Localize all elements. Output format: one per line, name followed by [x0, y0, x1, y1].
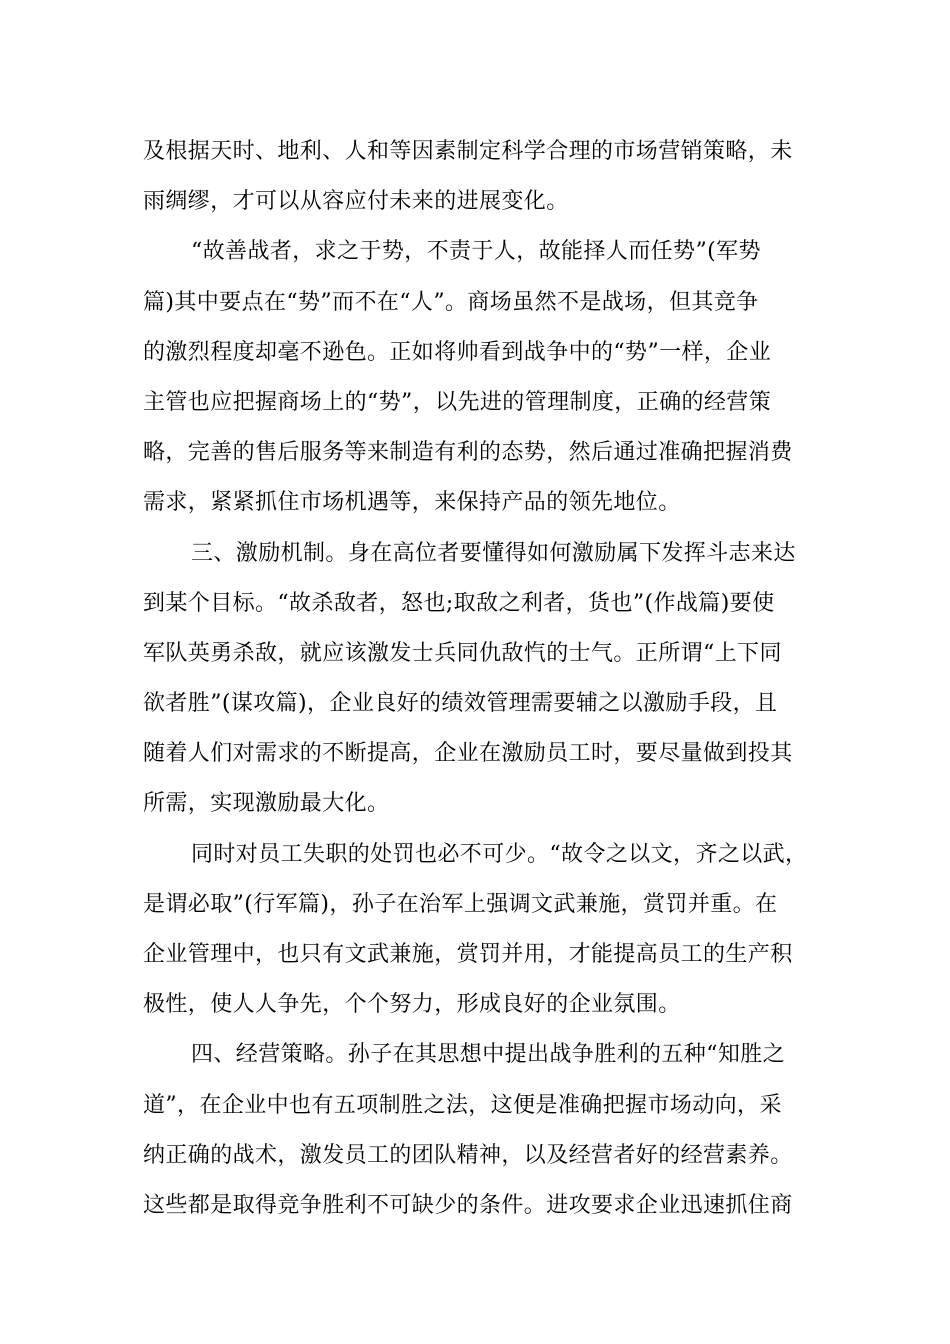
- text-line: 极性，使人人争先，个个努力，形成良好的企业氛围。: [143, 992, 681, 1018]
- text-line: 这些都是取得竞争胜利不可缺少的条件。进攻要求企业迅速抓住商: [143, 1192, 793, 1218]
- text-line: 道”，在企业中也有五项制胜之法，这便是准确把握市场动向，采: [143, 1092, 782, 1118]
- text-line: 需求，紧紧抓住市场机遇等，来保持产品的领先地位。: [143, 490, 681, 516]
- text-line: 雨绸缪，才可以从容应付未来的进展变化。: [143, 189, 569, 215]
- paragraph-start-line: “故善战者，求之于势，不责于人，故能择人而任势”(军势: [191, 239, 761, 265]
- body-text: [143, 127, 813, 1231]
- text-line: 随着人们对需求的不断提高，企业在激励员工时，要尽量做到投其: [143, 741, 793, 767]
- text-line: 主管也应把握商场上的“势”，以先进的管理制度，正确的经营策: [143, 389, 772, 415]
- paragraph-start-line: 四、经营策略。孙子在其思想中提出战争胜利的五种“知胜之: [191, 1042, 786, 1068]
- paragraph-start-line: 三、激励机制。身在高位者要懂得如何激励属下发挥斗志来达: [191, 540, 796, 566]
- text-line: 军队英勇杀敌，就应该激发士兵同仇敌忾的士气。正所谓“上下同: [143, 640, 782, 666]
- text-line: 纳正确的战术，激发员工的团队精神，以及经营者好的经营素养。: [143, 1142, 793, 1168]
- text-line: 欲者胜”(谋攻篇)，企业良好的绩效管理需要辅之以激励手段，且: [143, 691, 778, 717]
- text-line: 到某个目标。“故杀敌者，怒也;取敌之利者，货也”(作战篇)要使: [143, 590, 775, 616]
- text-line: 所需，实现激励最大化。: [143, 791, 390, 817]
- text-line: 略，完善的售后服务等来制造有利的态势，然后通过准确把握消费: [143, 440, 793, 466]
- text-line: 的激烈程度却毫不逊色。正如将帅看到战争中的“势”一样，企业: [143, 339, 772, 365]
- paragraph-start-line: 同时对员工失职的处罚也必不可少。“故令之以文，齐之以武，: [191, 841, 808, 867]
- text-line: 是谓必取”(行军篇)，孙子在治军上强调文武兼施，赏罚并重。在: [143, 891, 778, 917]
- text-line: 企业管理中，也只有文武兼施，赏罚并用，才能提高员工的生产积: [143, 942, 793, 967]
- text-line: 及根据天时、地利、人和等因素制定科学合理的市场营销策略，未: [143, 139, 793, 164]
- text-line: 篇)其中要点在“势”而不在“人”。商场虽然不是战场，但其竞争: [143, 289, 759, 315]
